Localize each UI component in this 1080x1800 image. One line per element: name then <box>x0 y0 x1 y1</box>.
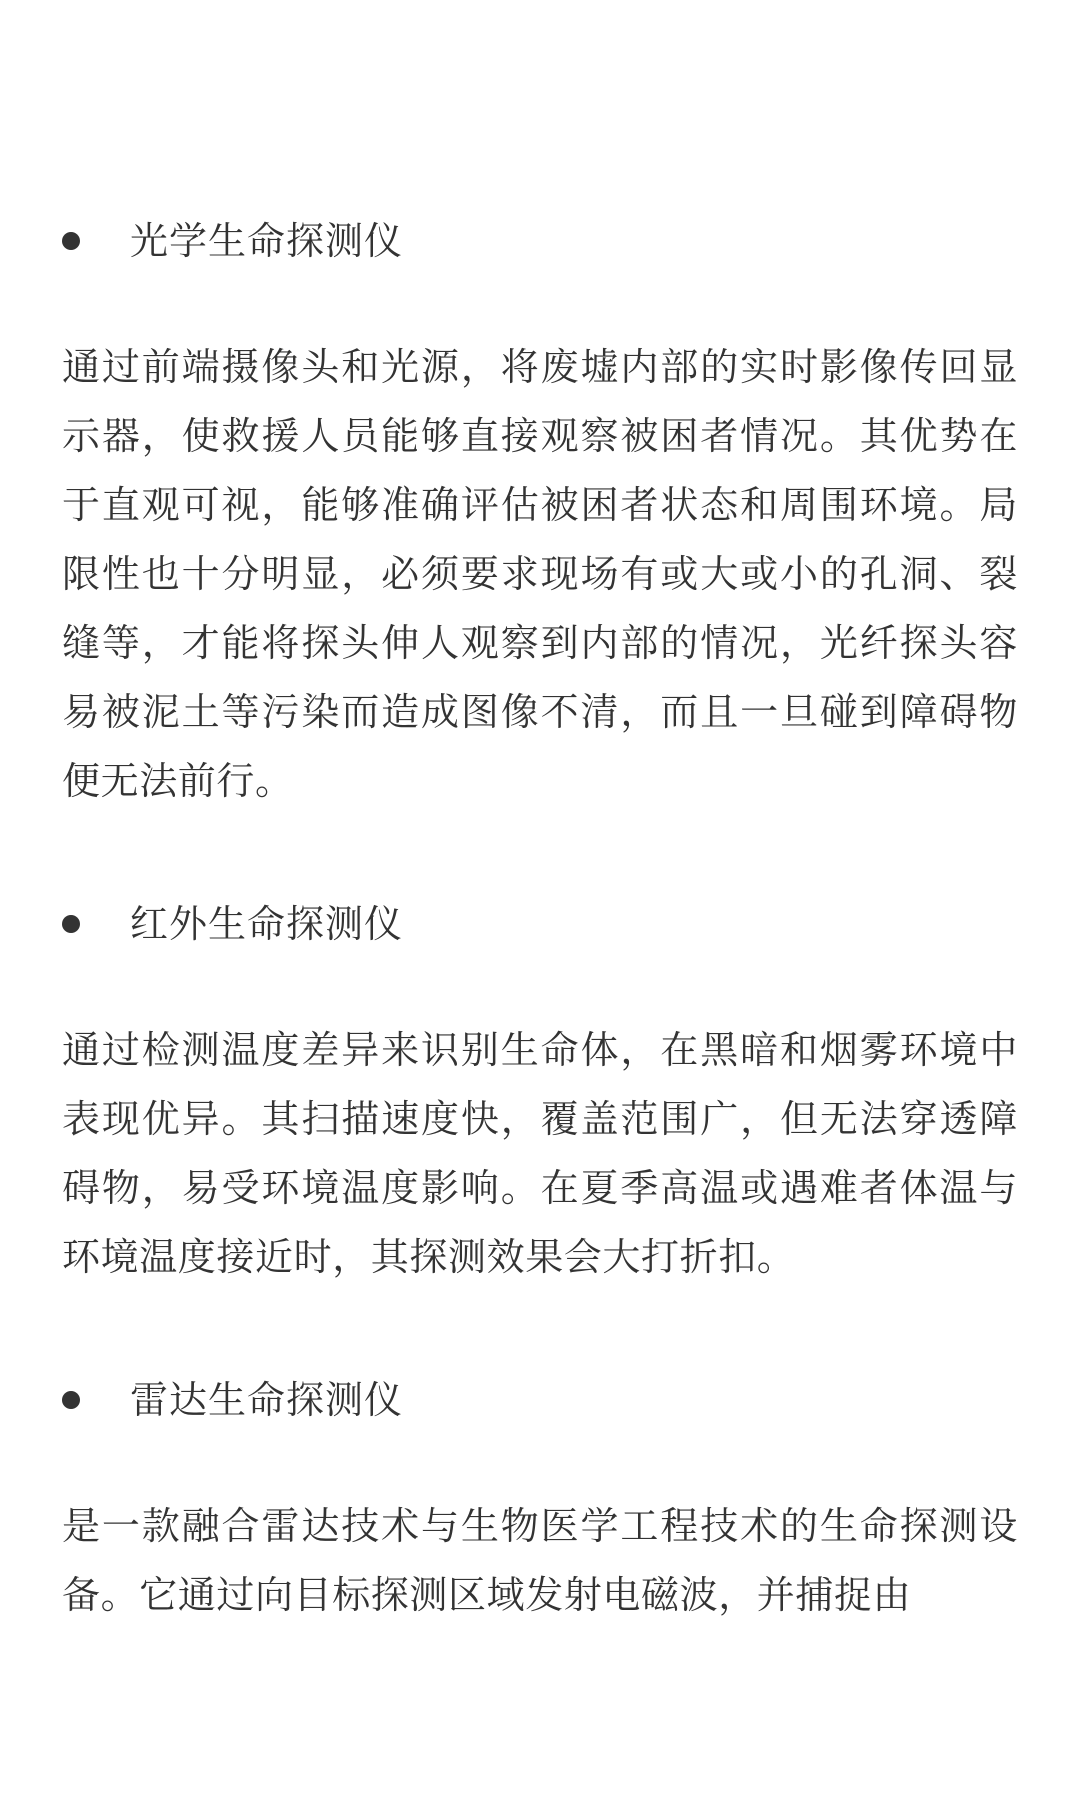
section-paragraph: 通过检测温度差异来识别生命体，在黑暗和烟雾环境中表现优异。其扫描速度快，覆盖范围广，但无法穿透障碍物，易受环境温度影响。在夏季高温或遇难者体温与环境温度接近时，其探测效果会大打折扣。 <box>62 1028 1018 1279</box>
section-heading: 雷达生命探测仪 <box>130 1378 404 1422</box>
section-paragraph: 是一款融合雷达技术与生物医学工程技术的生命探测设备。它通过向目标探测区域发射电磁波，并捕捉由 <box>62 1504 1018 1617</box>
bullet-heading <box>62 1364 1018 1436</box>
section-infrared <box>62 888 1018 1364</box>
bullet-heading <box>62 888 1018 960</box>
section-paragraph: 通过前端摄像头和光源，将废墟内部的实时影像传回显示器，使救援人员能够直接观察被困者情况。其优势在于直观可视，能够准确评估被困者状态和周围环境。局限性也十分明显，必须要求现场有或大或小的孔洞、裂缝等，才能将探头伸人观察到内部的情况，光纤探头容易被泥土等污染而造成图像不清，而且一旦碰到障碍物便无法前行。 <box>62 345 1018 803</box>
section-optical <box>62 205 1018 888</box>
section-heading: 红外生命探测仪 <box>130 902 404 946</box>
section-radar <box>62 1364 1018 1630</box>
bullet-dot-icon <box>62 1391 80 1409</box>
section-heading: 光学生命探测仪 <box>130 219 404 263</box>
bullet-dot-icon <box>62 232 80 250</box>
article-body <box>62 205 1018 1630</box>
bullet-heading <box>62 205 1018 277</box>
bullet-dot-icon <box>62 915 80 933</box>
